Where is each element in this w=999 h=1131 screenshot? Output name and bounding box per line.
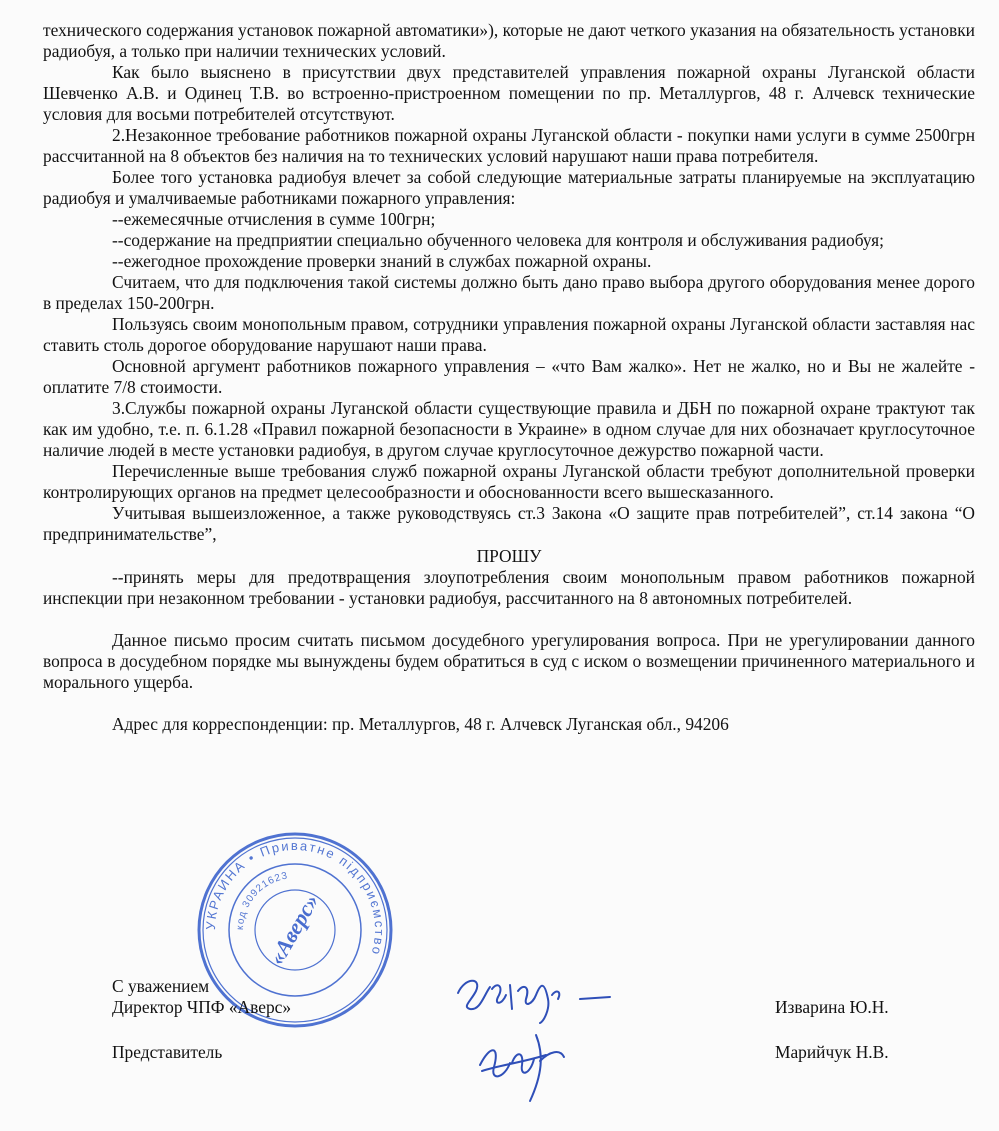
director-name: Изварина Ю.Н. [775, 997, 889, 1017]
letter-body [43, 20, 975, 735]
paragraph-continuation: технического содержания установок пожарной автоматики»), которые не дают четкого указания на обязательность установки радиобуя, а только при наличии технических условий. [43, 20, 975, 61]
paragraph-pretrial: Данное письмо просим считать письмом досудебного урегулирования вопроса. При не урегулировании данного вопроса в досудебном порядке мы вынуждены будем обратиться в суд с иском о возмещении причиненного материального и морального ущерба. [43, 630, 975, 692]
correspondence-address: Адрес для корреспонденции: пр. Металлургов, 48 г. Алчевск Луганская обл., 94206 [112, 714, 729, 734]
stamp-code-text: код 30921623 [234, 870, 289, 931]
stamp-ring-text: УКРАИНА • Приватне підприємство [202, 837, 388, 958]
request-item: --принять меры для предотвращения злоупотребления своим монопольным правом работников пожарной инспекции при незаконном требовании - установки радиобуя, рассчитанного на 8 автономных потребителей. [43, 567, 975, 608]
svg-text:код 30921623 [235, 870, 289, 930]
cost-item-annual: --ежегодное прохождение проверки знаний в службах пожарной охраны. [112, 251, 652, 271]
paragraph-findings: Как было выяснено в присутствии двух представителей управления пожарной охраны Луганской области Шевченко А.В. и Одинец Т.В. во встроенно-пристроенном помещении по пр. Металлургов, 48 г. Алчевск технические условия для восьми потребителей отсутствуют. [43, 62, 975, 124]
paragraph-choice: Считаем, что для подключения такой системы должно быть дано право выбора другого оборудования менее дорого в пределах 150-200грн. [43, 272, 975, 313]
paragraph-verification: Перечисленные выше требования служб пожарной охраны Луганской области требуют дополнительной проверки контролирующих органов на предмет целесообразности и обоснованности всего вышесказанного. [43, 461, 975, 502]
director-title: Директор ЧПФ «Аверс» [112, 997, 292, 1017]
representative-signature [460, 1015, 590, 1105]
paragraph-point-3: 3.Службы пожарной охраны Луганской области существующие правила и ДБН по пожарной охране трактуют так как им удобно, т.е. п. 6.1.28 «Правил пожарной безопасности в Украине» в одном случае для них обозначает круглосуточное наличие людей в месте установки радиобуя, в другом случае круглосуточное дежурство пожарной части. [43, 398, 975, 460]
stamp-center-text: «Аверс» [263, 889, 324, 969]
representative-title: Представитель [112, 1042, 223, 1062]
paragraph-costs-intro: Более того установка радиобуя влечет за собой следующие материальные затраты планируемые на эксплуатацию радиобуя и умалчиваемые работниками пожарного управления: [43, 167, 975, 208]
paragraph-monopoly: Пользуясь своим монопольным правом, сотрудники управления пожарной охраны Луганской области заставляя нас ставить столь дорогое оборудование нарушают наши права. [43, 314, 975, 355]
request-heading: ПРОШУ [476, 546, 542, 566]
representative-name: Марийчук Н.В. [775, 1042, 889, 1062]
cost-item-monthly: --ежемесячные отчисления в сумме 100грн; [112, 209, 436, 229]
cost-item-staff: --содержание на предприятии специально обученного человека для контроля и обслуживания радиобуя; [112, 230, 884, 250]
regards-text: С уважением [112, 976, 210, 996]
paragraph-argument: Основной аргумент работников пожарного управления – «что Вам жалко». Нет не жалко, но и Вы не жалейте - оплатите 7/8 стоимости. [43, 356, 975, 397]
company-stamp [195, 830, 395, 1030]
paragraph-legal-basis: Учитывая вышеизложенное, а также руководствуясь ст.3 Закона «О защите прав потребителей”, ст.14 закона “О предпринимательстве”, [43, 503, 975, 544]
paragraph-point-2: 2.Незаконное требование работников пожарной охраны Луганской области - покупки нами услуги в сумме 2500грн рассчитанной на 8 объектов без наличия на то технических условий нарушают наши права потребителя. [43, 125, 975, 166]
